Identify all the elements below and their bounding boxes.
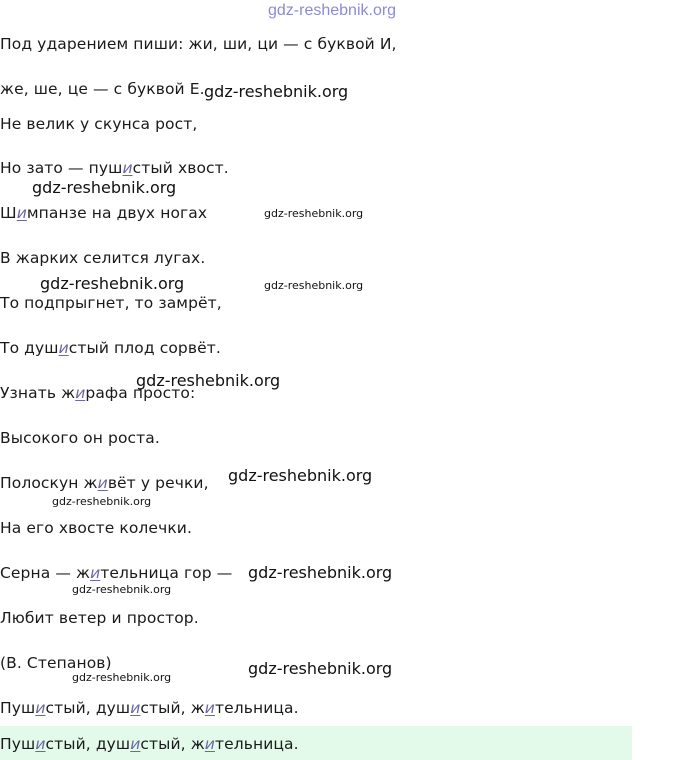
text-segment: тельница. [214, 699, 299, 717]
watermark-text[interactable]: gdz-reshebnik.org [268, 2, 397, 19]
watermark-text[interactable]: gdz-reshebnik.org [228, 466, 373, 485]
text-line [0, 563, 232, 583]
watermark-text[interactable]: gdz-reshebnik.org [204, 82, 349, 101]
highlighted-letter: и [35, 699, 46, 717]
text-segment: (В. Степанов) [0, 654, 112, 672]
highlighted-letter: и [122, 159, 133, 177]
text-segment: Пуш [0, 735, 36, 753]
text-segment: Ш [0, 204, 17, 222]
highlighted-letter: и [90, 564, 101, 582]
highlighted-letter: и [204, 699, 215, 717]
text-line [0, 473, 209, 493]
watermark-text[interactable]: gdz-reshebnik.org [248, 659, 393, 678]
text-segment: Полоскун ж [0, 474, 98, 492]
text-line [0, 158, 229, 178]
text-segment: На его хвосте колечки. [0, 519, 192, 537]
text-segment: мпанзе на двух ногах [26, 204, 208, 222]
text-line [0, 428, 160, 448]
text-line [0, 293, 222, 313]
text-segment: То душ [0, 339, 59, 357]
watermark-text[interactable]: gdz-reshebnik.org [72, 583, 172, 596]
text-line [0, 338, 221, 358]
text-segment: Но зато — пуш [0, 159, 123, 177]
watermark-text[interactable]: gdz-reshebnik.org [136, 371, 281, 390]
text-segment: рафа просто: [85, 384, 196, 402]
text-segment: Узнать ж [0, 384, 76, 402]
text-line [0, 518, 192, 538]
highlighted-letter: и [58, 339, 69, 357]
highlighted-letter: и [204, 735, 215, 753]
text-line [0, 203, 207, 223]
text-segment: тельница гор — [100, 564, 233, 582]
text-segment: Не велик у скунса рост, [0, 115, 198, 133]
text-line [0, 653, 112, 673]
highlighted-letter: и [130, 699, 141, 717]
text-line [0, 698, 299, 718]
highlighted-letter: и [130, 735, 141, 753]
text-line [0, 34, 397, 54]
text-segment: Под ударением пиши: жи, ши, ци — с буквой И, [0, 35, 397, 53]
text-segment: Серна — ж [0, 564, 91, 582]
watermark-text[interactable]: gdz-reshebnik.org [248, 563, 393, 582]
watermark-text[interactable]: gdz-reshebnik.org [264, 279, 364, 292]
text-segment: тельница. [214, 735, 299, 753]
highlighted-letter: и [16, 204, 27, 222]
text-segment: стый, душ [45, 735, 131, 753]
text-segment: вёт у речки, [107, 474, 209, 492]
text-line [0, 79, 205, 99]
text-segment: же, ше, це — с буквой Е. [0, 80, 205, 98]
highlighted-letter: и [75, 384, 86, 402]
watermark-text[interactable]: gdz-reshebnik.org [72, 671, 172, 684]
highlighted-letter: и [97, 474, 108, 492]
text-segment: стый хвост. [132, 159, 229, 177]
text-segment: стый, ж [140, 699, 205, 717]
text-line [0, 248, 205, 268]
text-line [0, 114, 197, 134]
watermark-text[interactable]: gdz-reshebnik.org [40, 274, 185, 293]
text-segment: стый плод сорвёт. [68, 339, 221, 357]
answer-line [0, 734, 299, 754]
highlighted-letter: и [35, 735, 46, 753]
watermark-text[interactable]: gdz-reshebnik.org [264, 207, 364, 220]
text-line [0, 608, 199, 628]
text-segment: Высокого он роста. [0, 429, 160, 447]
text-segment: Пуш [0, 699, 36, 717]
text-segment: стый, душ [45, 699, 131, 717]
text-segment: То подпрыгнет, то замрёт, [0, 294, 222, 312]
text-segment: стый, ж [140, 735, 205, 753]
watermark-text[interactable]: gdz-reshebnik.org [52, 495, 152, 508]
text-segment: Любит ветер и простор. [0, 609, 199, 627]
watermark-text[interactable]: gdz-reshebnik.org [32, 178, 177, 197]
text-segment: В жарких селится лугах. [0, 249, 206, 267]
